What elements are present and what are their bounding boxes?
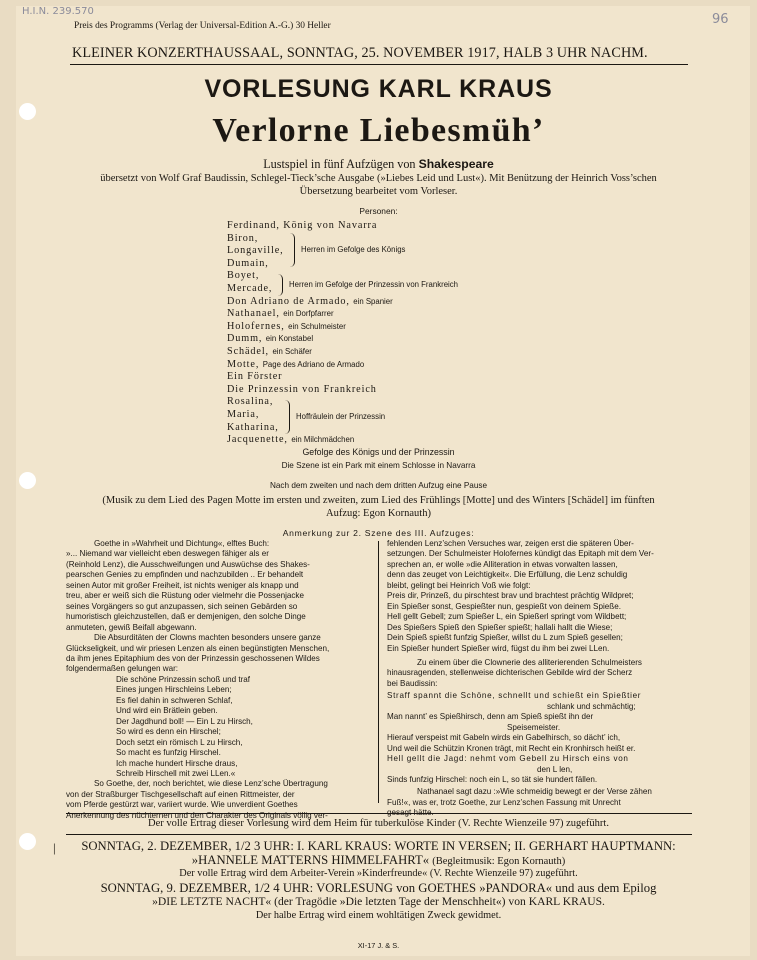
play-title: Verlorne Liebesmüh’: [212, 112, 545, 149]
cast-entry: Nathanael, ein Dorfpfarrer: [227, 308, 334, 320]
next-event-1-title: »HANNELE MATTERNS HIMMELFAHRT« (Begleitmusik: Egon Kornauth): [191, 853, 566, 867]
annotation-heading: Anmerkung zur 2. Szene des III. Aufzuges:: [282, 528, 475, 538]
cast-entry: Dumm, ein Konstabel: [227, 333, 314, 345]
divider: [66, 813, 692, 814]
cast-entry: Holofernes, ein Schulmeister: [227, 320, 346, 332]
annotation-left-column: Goethe in »Wahrheit und Dichtung«, elftes Buch: »... Niemand war vielleicht eben deswegen fähiger als er (Reinhold Lenz), die Ausschweifungen und Auswüchse des Shakes- pearschen Genies zu empfinden und nachzubilden .. Er behandelt seinen Autor mit großer Freiheit, ist nichts weniger als knapp und treu, aber er weiß sich die Rüstung oder vielmehr die Possenjacke seines Vorgängers so gut anzupassen, sich seinen Gebärden so humoristisch gleichzustellen, daß er demjenigen, den solche Dinge anmuteten, gewiß Beifall abgewann. Die Absurditäten der Clowns machten besonders unsere ganze Glückseligkeit, und wir priesen Lenzen als einen begünstigten Menschen, da ihm jenes Epitaphium des von der Prinzessin geschossenen Wildes folgendermaßen gelungen war: Die schöne Prinzessin schoß und traf Eines jungen Hirschleins Leben; Es fiel dahin in schweren Schlaf, Und wird ein Brätlein geben. Der Jagdhund boll! — Ein L zu Hirsch, So wird es denn ein Hirschel; Doch setzt ein römisch L zu Hirsch, So macht es funfzig Hirschel. Ich mache hundert Hirsche draus, Schreib Hirschell mit zwei LLen.« So Goethe, der, noch berichtet, wie diese Lenz’sche Übertragung von der Straßburger Tischgesellschaft auf einen Rittmeister, der vom Pferde gestürzt war, variiert wurde. Wie unverdient Goethes Anerkennung des nüchternen und den Charakter des Originals völlig ver-: [66, 539, 330, 820]
annotation-right-column: fehlenden Lenz’schen Versuches war, zeigen erst die späteren Über- setzungen. Der Schulmeister Holofernes kündigt das Epitaph mit dem Ver- sprechen an, er wolle »die Alliteration in etwas vorwalten lassen, denn das zeuget von Leichtigkeit«. Die Erfüllung, die Lenz schuldig bleibt, gelingt bei Heinrich Voß wie folgt: Preis dir, Prinzeß, du pirschtest brav und brachtest prächtig Wildpret; Ein Spießer sonst, Gespießter nun, gespießt von deinem Spieße. Hell gellt Gebell; zum Spießer L, ein Spießerl springt vom Wildbett; Des Spießers Spieß den Spießer spießt; hallali hallt die Wiese; Dein Spieß spießt funfzig Spießer, willst du L zum Spieß gesellen; Ein Spießer hundert Spießer wird, fügst du ihm bei zwei LLen. Zu einem über die Clownerie des alliterierenden Schulmeisters hinausragenden, stellenweise dichterischen Gebilde wird der Scherz bei Baudissin: Straff spannt die Schöne, schnellt und schießt ein Spießtier schlank und schmächtig; Man nannt’ es Spießhirsch, denn am Spieß spießt ihn der Speisemeister. Hierauf verspeist mit Gabeln wirds ein Gabelhirsch, so dächt’ ich, Und weil die Schützin Kronen trägt, mit Recht ein Kronhirsch heißt er. Hell gellt die Jagd: nehmt vom Gebell zu Hirsch eins von den L len, Sinds funfzig Hirschel: noch ein L, so tät sie hundert fällen. Nathanael sagt dazu :»Wie schmeidig bewegt er der Verse zähen Fuß!«, was er, trotz Goethe, zur Lenz’schen Fassung mit Unrecht gesagt hätte.: [387, 539, 654, 818]
divider: [66, 834, 692, 835]
translation-line-2: Übersetzung bearbeitet vom Vorleser.: [299, 186, 458, 197]
next-event-2-title: »DIE LETZTE NACHT« (der Tragödie »Die letzten Tage der Menschheit«) von KARL KRAUS.: [152, 895, 605, 908]
translation-line-1: übersetzt von Wolf Graf Baudissin, Schlegel-Tieck’sche Ausgabe (»Liebes Leid und Lust«). Mit Benützung der Heinrich Voss’schen: [100, 173, 657, 184]
cast-entry: Schädel, ein Schäfer: [227, 345, 312, 357]
scene-line: Die Szene ist ein Park mit einem Schlosse in Navarra: [281, 461, 476, 470]
next-event-1: SONNTAG, 2. DEZEMBER, 1/2 3 UHR: I. KARL KRAUS: WORTE IN VERSEN; II. GERHART HAUPTMANN:: [81, 839, 676, 853]
proceeds-line: Der volle Ertrag dieser Vorlesung wird dem Heim für tuberkulöse Kinder (V. Rechte Wienzeile 97) zugeführt.: [148, 818, 609, 829]
cast-entry: Longaville,: [227, 245, 284, 257]
cast-group-note: Herren im Gefolge des Königs: [290, 233, 405, 267]
cast-entry: Dumain,: [227, 257, 269, 269]
cast-entry: Die Prinzessin von Frankreich: [227, 383, 377, 395]
cast-entry: Ein Förster: [227, 371, 283, 383]
divider: [70, 64, 688, 65]
cast-group-note: Herren im Gefolge der Prinzessin von Frankreich: [278, 274, 458, 296]
cast-entry: Maria,: [227, 408, 260, 420]
cast-entry: Motte, Page des Adriano de Armado: [227, 358, 365, 370]
cast-entry: Mercade,: [227, 282, 273, 294]
cast-entry: Don Adriano de Armado, ein Spanier: [227, 295, 393, 307]
archive-signature: H.I.N. 239.570: [22, 6, 94, 17]
cast-entry: Ferdinand, König von Navarra: [227, 220, 378, 231]
retinue-line: Gefolge des Königs und der Prinzessin: [302, 447, 455, 457]
cast-entry: Rosalina,: [227, 396, 274, 408]
cast-entry: Biron,: [227, 232, 259, 244]
column-divider: [378, 541, 379, 803]
price-line: Preis des Programms (Verlag der Universal-Edition A.-G.) 30 Heller: [74, 21, 331, 31]
play-subtitle: Lustspiel in fünf Aufzügen von Shakespeare: [263, 157, 494, 171]
music-line-2: Aufzug: Egon Kornauth): [326, 508, 431, 519]
event-title: VORLESUNG KARL KRAUS: [204, 75, 553, 103]
bullet-mark: |: [53, 840, 56, 855]
cast-entry: Jacquenette, ein Milchmädchen: [227, 434, 355, 446]
next-event-1-proceeds: Der volle Ertrag wird dem Arbeiter-Verein »Kinderfreunde« (V. Rechte Wienzeile 97) zugeführt.: [179, 868, 578, 879]
cast-heading: Personen:: [359, 206, 398, 216]
venue-date-line: KLEINER KONZERTHAUSSAAL, SONNTAG, 25. NOVEMBER 1917, HALB 3 UHR NACHM.: [72, 45, 648, 61]
cast-entry: Katharina,: [227, 421, 279, 433]
music-line-1: (Musik zu dem Lied des Pagen Motte im ersten und zweiten, zum Lied des Frühlings [Motte] und des Winters [Schädel] im fünften: [102, 495, 655, 506]
archive-number: 96: [712, 12, 729, 27]
next-event-2: SONNTAG, 9. DEZEMBER, 1/2 4 UHR: VORLESUNG von GOETHES »PANDORA« und aus dem Epilog: [100, 881, 657, 895]
intermission-line: Nach dem zweiten und nach dem dritten Aufzug eine Pause: [269, 481, 488, 490]
printer-mark: XI-17 J. & S.: [357, 941, 400, 950]
cast-entry: Boyet,: [227, 270, 260, 282]
cast-group-note: Hoffräulein der Prinzessin: [285, 400, 385, 434]
next-event-2-proceeds: Der halbe Ertrag wird einem wohltätigen Zweck gewidmet.: [255, 910, 502, 921]
